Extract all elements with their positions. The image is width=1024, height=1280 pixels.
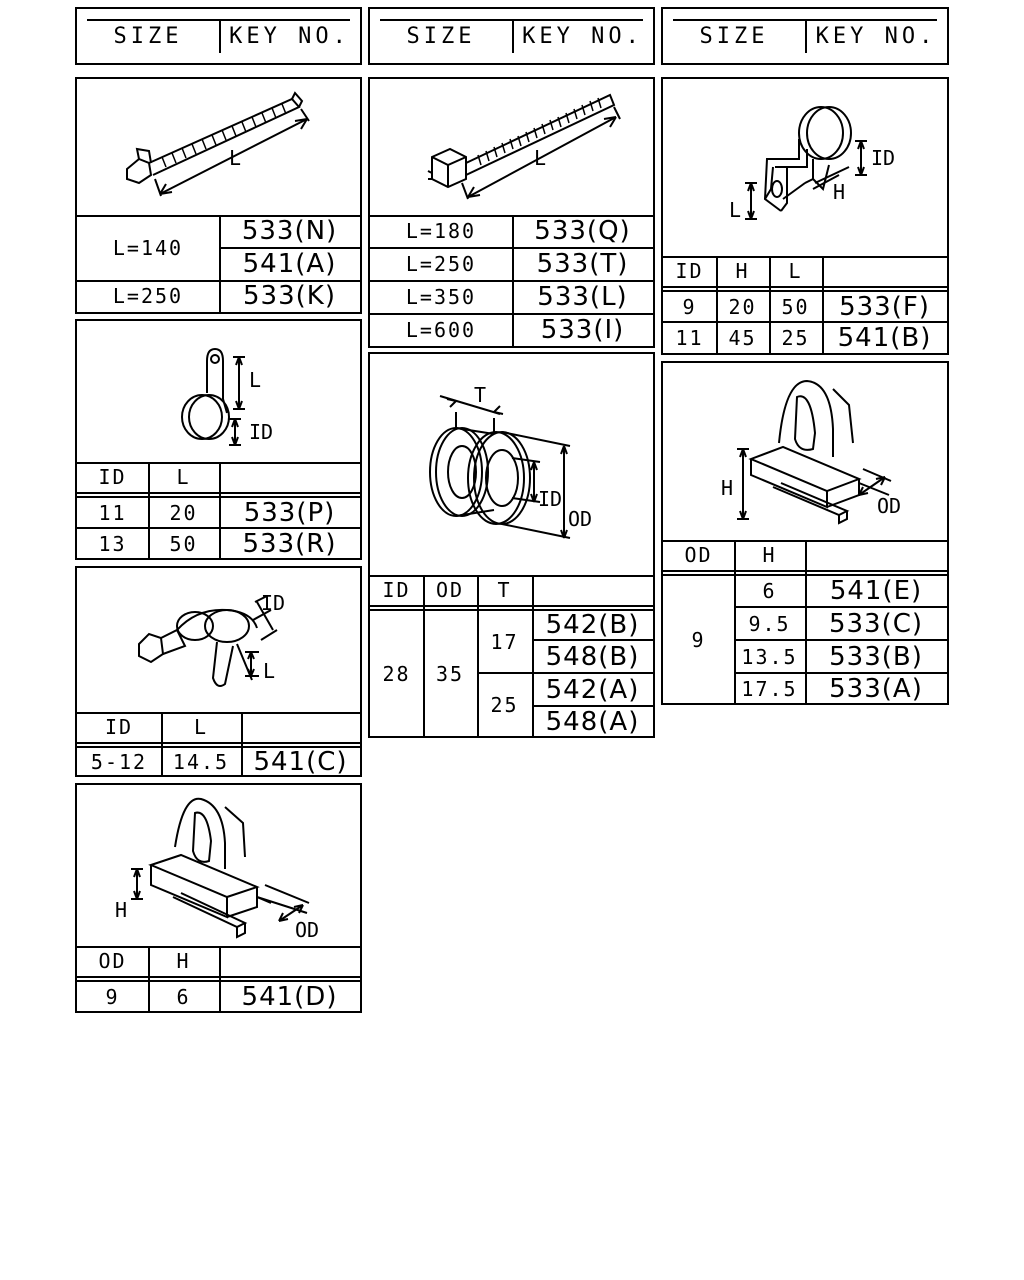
clip-bracket-h-cell: 20 bbox=[728, 294, 757, 319]
clip-bracket-col-header: H bbox=[735, 259, 750, 283]
clip-bracket-id-cell: 9 bbox=[682, 294, 697, 319]
clip-bracket-dim-label: ID bbox=[871, 146, 896, 170]
clip-od-small-dim-label: OD bbox=[295, 918, 320, 942]
tie-large-size-cell: L=180 bbox=[405, 219, 477, 243]
clip-bracket-id-cell: 11 bbox=[675, 326, 704, 350]
clip-od-multi-od-cell: 9 bbox=[691, 627, 706, 652]
grommet-drawing bbox=[370, 354, 653, 575]
clip-bracket-l-cell: 25 bbox=[781, 326, 810, 350]
header-size-label: SIZE bbox=[77, 19, 221, 53]
tie-large-size-cell: L=250 bbox=[405, 251, 477, 276]
panel-clip-od-small bbox=[75, 783, 362, 1013]
grommet-od-cell: 35 bbox=[435, 661, 465, 686]
header-size-label: SIZE bbox=[663, 19, 807, 53]
clip-loop-key-cell: 533(R) bbox=[242, 528, 337, 559]
grommet-dim-label: T bbox=[474, 383, 487, 407]
panel-tie-large bbox=[368, 77, 655, 348]
clip-bracket-col-header: ID bbox=[675, 259, 704, 283]
clip-push-dim-label: ID bbox=[261, 591, 286, 615]
grommet-t-cell: 25 bbox=[490, 693, 519, 717]
clip-od-multi-figure bbox=[663, 363, 947, 542]
grommet-key-cell: 542(B) bbox=[545, 610, 640, 640]
grommet-col-header: ID bbox=[382, 578, 411, 602]
clip-od-multi-h-cell: 17.5 bbox=[741, 676, 798, 701]
grommet-id-cell: 28 bbox=[382, 661, 411, 686]
clip-loop-id-cell: 13 bbox=[98, 531, 127, 556]
panel-grommet bbox=[368, 352, 655, 738]
tie-small-key-cell: 533(N) bbox=[241, 216, 338, 246]
panel-clip-push bbox=[75, 566, 362, 777]
clip-od-multi-key-cell: 533(B) bbox=[829, 641, 923, 672]
header-col2 bbox=[368, 7, 655, 65]
grommet-t-cell: 17 bbox=[490, 629, 519, 654]
tie-large-key-cell: 533(Q) bbox=[534, 216, 631, 246]
tie-small-size-cell: L=250 bbox=[112, 284, 184, 308]
header-col3 bbox=[661, 7, 949, 65]
clip-bracket-col-header: L bbox=[788, 259, 803, 283]
clip-bracket-h-cell: 45 bbox=[728, 326, 757, 350]
clip-od-multi-h-cell: 13.5 bbox=[741, 644, 798, 669]
clip-loop-id-cell: 11 bbox=[98, 500, 127, 525]
header-key-label: KEY NO. bbox=[522, 23, 643, 49]
clip-push-id-cell: 5-12 bbox=[90, 749, 148, 774]
tie-large-key-cell: 533(I) bbox=[540, 314, 625, 345]
clip-od-small-h-cell: 6 bbox=[176, 984, 191, 1009]
clip-od-multi-dim-label: H bbox=[721, 476, 734, 500]
grommet-key-cell: 542(A) bbox=[545, 674, 640, 705]
clip-push-col-header: ID bbox=[104, 715, 134, 739]
clip-bracket-key-cell: 533(F) bbox=[839, 291, 930, 322]
clip-od-small-col-header: H bbox=[176, 949, 191, 973]
panel-clip-od-multi bbox=[661, 361, 949, 705]
clip-bracket-key-cell: 541(B) bbox=[837, 323, 932, 353]
tie-small-size-cell: L=140 bbox=[112, 235, 184, 260]
clip-push-dim-label: L bbox=[263, 659, 276, 683]
header-col1 bbox=[75, 7, 362, 65]
clip-push-key-cell: 541(C) bbox=[253, 746, 348, 777]
clip-bracket-l-cell: 50 bbox=[781, 294, 810, 319]
tie-small-dim-label: L bbox=[229, 146, 242, 170]
grommet-col-header: T bbox=[497, 578, 512, 602]
cable-tie-large-drawing bbox=[370, 79, 653, 215]
tie-large-figure bbox=[370, 79, 653, 217]
clip-od-multi-col-header: H bbox=[762, 543, 777, 567]
grommet-col-header: OD bbox=[435, 578, 465, 602]
clip-loop-figure bbox=[77, 321, 360, 464]
clip-loop-col-header: ID bbox=[98, 465, 127, 489]
clip-loop-l-cell: 50 bbox=[169, 531, 198, 556]
clip-loop-l-cell: 20 bbox=[169, 500, 198, 525]
tie-large-size-cell: L=600 bbox=[405, 317, 477, 342]
header-size-label: SIZE bbox=[370, 19, 514, 53]
clip-loop-col-header: L bbox=[176, 465, 191, 489]
clip-push-figure bbox=[77, 568, 360, 714]
clip-bracket-figure bbox=[663, 79, 947, 258]
grommet-key-cell: 548(A) bbox=[545, 706, 640, 737]
clip-od-small-col-header: OD bbox=[98, 949, 127, 973]
clip-od-multi-key-cell: 541(E) bbox=[829, 576, 923, 606]
od-clip-small-drawing bbox=[77, 785, 360, 946]
panel-clip-loop bbox=[75, 319, 362, 560]
header-key-label: KEY NO. bbox=[229, 23, 350, 49]
cable-tie-small-drawing bbox=[77, 79, 360, 215]
clip-od-multi-col-header: OD bbox=[684, 543, 713, 567]
tie-small-key-cell: 533(K) bbox=[243, 281, 336, 311]
clip-bracket-dim-label: L bbox=[729, 198, 742, 222]
bracket-clip-drawing bbox=[663, 79, 947, 256]
header-key-label: KEY NO. bbox=[815, 23, 937, 49]
grommet-key-cell: 548(B) bbox=[545, 641, 640, 672]
clip-push-col-header: L bbox=[193, 715, 209, 739]
tie-large-key-cell: 533(L) bbox=[537, 281, 628, 312]
tie-large-size-cell: L=350 bbox=[405, 284, 477, 309]
grommet-dim-label: ID bbox=[538, 487, 563, 511]
tie-small-figure bbox=[77, 79, 360, 217]
tie-large-dim-label: L bbox=[534, 146, 547, 170]
clip-od-small-figure bbox=[77, 785, 360, 948]
grommet-dim-label: OD bbox=[568, 507, 593, 531]
tie-large-key-cell: 533(T) bbox=[536, 248, 629, 279]
clip-od-multi-key-cell: 533(A) bbox=[829, 673, 923, 704]
push-clip-drawing bbox=[77, 568, 360, 712]
tie-small-key-cell: 541(A) bbox=[242, 248, 337, 279]
od-clip-multi-drawing bbox=[663, 363, 947, 540]
clip-od-small-key-cell: 541(D) bbox=[241, 981, 338, 1012]
clip-bracket-dim-label: H bbox=[833, 180, 846, 204]
panel-clip-bracket bbox=[661, 77, 949, 355]
clip-loop-dim-label: ID bbox=[249, 420, 274, 444]
clip-od-multi-h-cell: 6 bbox=[762, 579, 777, 603]
loop-clip-drawing bbox=[77, 321, 360, 462]
clip-od-small-od-cell: 9 bbox=[105, 984, 120, 1009]
clip-push-l-cell: 14.5 bbox=[172, 749, 230, 774]
clip-od-multi-h-cell: 9.5 bbox=[748, 611, 791, 636]
clip-loop-dim-label: L bbox=[249, 368, 262, 392]
grommet-figure bbox=[370, 354, 653, 577]
clip-loop-key-cell: 533(P) bbox=[243, 497, 336, 528]
clip-od-multi-key-cell: 533(C) bbox=[828, 608, 924, 639]
panel-tie-small bbox=[75, 77, 362, 314]
clip-od-small-dim-label: H bbox=[115, 898, 128, 922]
clip-od-multi-dim-label: OD bbox=[877, 494, 902, 518]
